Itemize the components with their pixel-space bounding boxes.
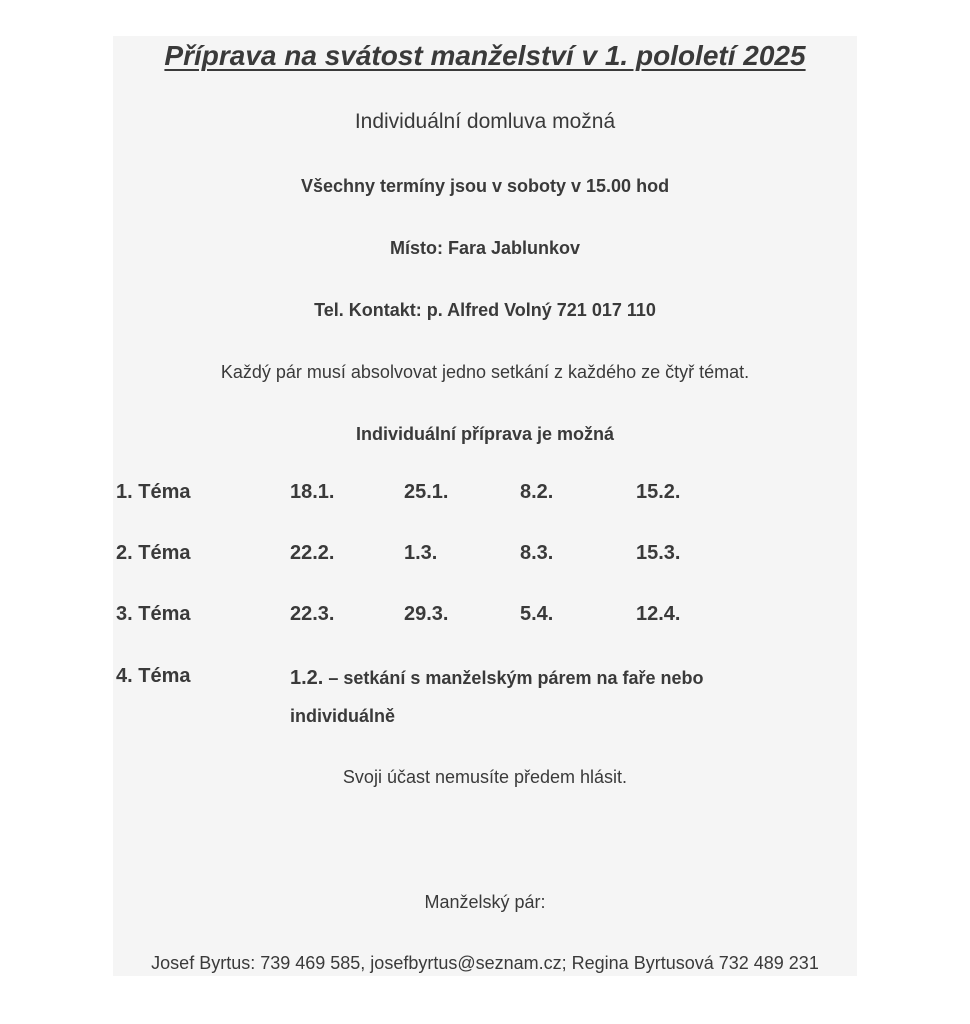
topic-label: 4. Téma bbox=[116, 665, 191, 687]
registration-note: Svoji účast nemusíte předem hlásit. bbox=[342, 767, 628, 787]
requirement-info: Každý pár musí absolvovat jedno setkání z každého ze čtyř témat. bbox=[220, 362, 750, 382]
topic4-date: 1.2. bbox=[290, 667, 324, 689]
topic-label: 2. Téma bbox=[116, 542, 191, 564]
topic-label: 3. Téma bbox=[116, 603, 191, 625]
topic4-text: – setkání s manželským párem na faře nebo bbox=[323, 668, 704, 688]
subtitle: Individuální domluva možná bbox=[354, 110, 616, 133]
topic4-description-line2: individuálně bbox=[290, 706, 396, 726]
topic-date: 25.1. bbox=[404, 481, 449, 503]
place-info: Místo: Fara Jablunkov bbox=[389, 238, 581, 258]
contact-info: Tel. Kontakt: p. Alfred Volný 721 017 110 bbox=[314, 300, 656, 320]
schedule-info: Všechny termíny jsou v soboty v 15.00 hod bbox=[300, 176, 670, 196]
topic-row-1 bbox=[0, 481, 970, 513]
topic-row-2 bbox=[0, 542, 970, 574]
topic-date: 8.3. bbox=[520, 542, 554, 564]
topic-date: 12.4. bbox=[636, 603, 681, 625]
individual-info: Individuální příprava je možná bbox=[355, 424, 615, 444]
topic-label: 1. Téma bbox=[116, 481, 191, 503]
topic-date: 18.1. bbox=[290, 481, 335, 503]
couple-contacts: Josef Byrtus: 739 469 585, josefbyrtus@seznam.cz; Regina Byrtusová 732 489 231 bbox=[151, 953, 819, 973]
topic-date: 15.3. bbox=[636, 542, 681, 564]
couple-label: Manželský pár: bbox=[424, 892, 546, 912]
topic-date: 29.3. bbox=[404, 603, 449, 625]
topic-date: 22.2. bbox=[290, 542, 335, 564]
topic-date: 22.3. bbox=[290, 603, 335, 625]
topic-date: 5.4. bbox=[520, 603, 554, 625]
topic-date: 1.3. bbox=[404, 542, 438, 564]
topic-date: 15.2. bbox=[636, 481, 681, 503]
topic-date: 8.2. bbox=[520, 481, 554, 503]
page-title: Příprava na svátost manželství v 1. pololetí 2025 bbox=[164, 40, 806, 71]
topic-row-3 bbox=[0, 603, 970, 635]
topic4-description bbox=[290, 667, 704, 690]
